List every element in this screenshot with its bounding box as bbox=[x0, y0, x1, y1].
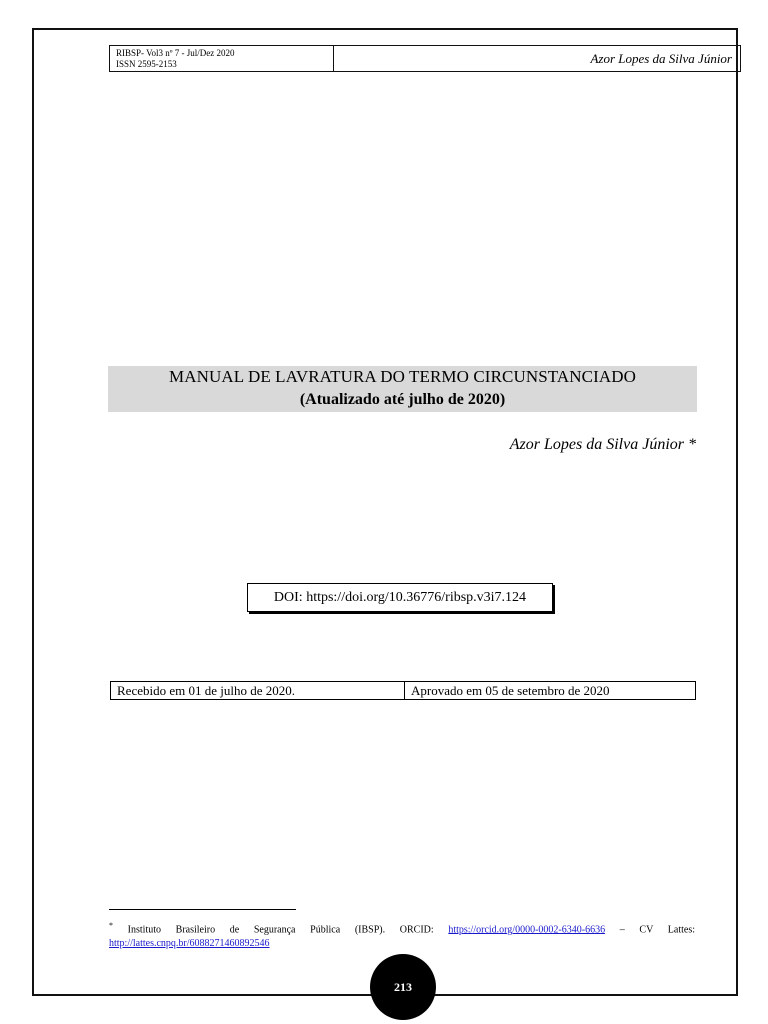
running-header bbox=[109, 45, 741, 72]
article-subtitle: (Atualizado até julho de 2020) bbox=[299, 391, 506, 408]
article-title: MANUAL DE LAVRATURA DO TERMO CIRCUNSTANCIADO bbox=[169, 367, 636, 386]
footnote bbox=[109, 919, 695, 951]
footnote-marker: * bbox=[109, 921, 113, 930]
footnote-divider bbox=[109, 909, 296, 910]
doi-box: DOI: https://doi.org/10.36776/ribsp.v3i7.124 bbox=[247, 583, 553, 612]
orcid-link[interactable]: https://orcid.org/0000-0002-6340-6636 bbox=[448, 924, 606, 936]
lattes-link[interactable]: http://lattes.cnpq.br/6088271460892546 bbox=[109, 938, 270, 950]
running-author: Azor Lopes da Silva Júnior bbox=[590, 50, 732, 66]
article-author: Azor Lopes da Silva Júnior * bbox=[509, 436, 696, 453]
page-border bbox=[32, 28, 738, 996]
footnote-affiliation: Instituto Brasileiro de Segurança Pública (IBSP). ORCID: bbox=[113, 924, 449, 936]
page-number-badge: 213 bbox=[370, 954, 436, 1020]
journal-issn: ISSN 2595-2153 bbox=[116, 58, 177, 69]
footnote-separator: – CV Lattes: bbox=[605, 924, 695, 936]
journal-info bbox=[110, 46, 334, 71]
dates-table bbox=[110, 681, 696, 700]
received-date: Recebido em 01 de julho de 2020. bbox=[111, 682, 405, 699]
title-block bbox=[108, 366, 697, 412]
journal-volume: RIBSP- Vol3 nº 7 - Jul/Dez 2020 bbox=[116, 47, 235, 58]
approved-date: Aprovado em 05 de setembro de 2020 bbox=[411, 682, 610, 698]
